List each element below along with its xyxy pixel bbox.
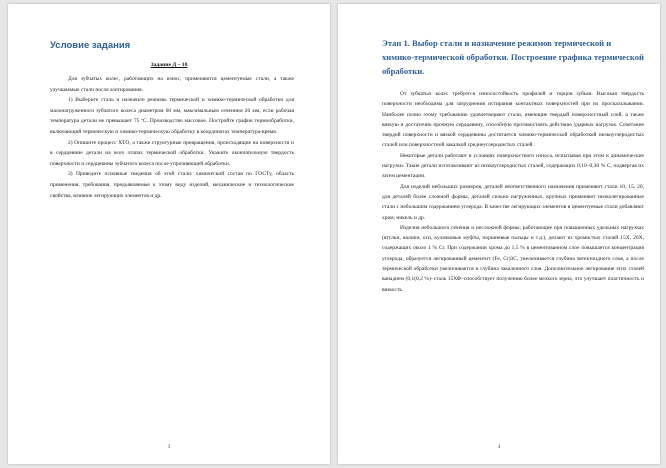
document-page-left <box>8 4 330 464</box>
page-number: 4 <box>497 444 501 450</box>
paragraph: 3) Приведите основные сведения об этой стали: химический состав по ГОСТу, область применения, требования, предъявляемые к этому виду изделий, механические и технологические свойства, влияние легирующих элементов и др. <box>50 171 294 199</box>
paragraph: От зубчатых колес требуется износостойкость профилей и торцов зубьев. Высокая твердость поверхности необходима для затруднения истирания контактных поверхностей при их проскальзывании. Наиболее полно этому требованию удовлетворяют стали, имеющие твердый поверхностный слой, а также вязкую и достаточно прочную сердцевину, способную противостоять действию ударных нагрузок. Сочетание твердой поверхности и вязкой сердцевины достигается химико-термической обработкой низкоуглеродистых сталей или поверхностной закалкой среднеуглеродистых сталей. <box>382 91 644 149</box>
document-page-right <box>338 4 660 464</box>
paragraph: Изделия небольшого сечения и несложной формы, работающие при повышенных удельных нагрузках (втулки, валики, оси, кулачковые муфты, поршневые пальцы и т.д.), делают из хромистых сталей 15Х, 20Х, содержащих около 1 % Cr. При содержании хрома до 1,5 % в цементованном слое повышается концентрация углерода, образуется легированный цементит (Fe, Cr)3C, увеличивается глубина эвтектоидного слоя, а после термической обработки увеличивается и глубина закаленного слоя. Дополнительное легирование этих сталей ванадием (0,1(0,2 %)–сталь 15ХФ–способствует получению более мелкого зерна, что улучшает пластичность и вязкость. <box>382 224 644 293</box>
paragraph: Некоторые детали работают в условиях поверхностного износа, испытывая при этом и динамические нагрузки. Такие детали изготавливают из низкоуглеродистых сталей, содержащих 0,10–0,30 % С, подвергая их затем цементации. <box>382 152 644 180</box>
paragraph: Для зубчатых колес, работающих на износ, применяются цементуемые стали, а также улучшаемые стали после азотирования. <box>50 76 294 93</box>
paragraph: 2) Опишите процесс ХТО, а также структурные превращения, происходящие на поверхности и в сердцевине детали на всех этапах термической обработки. Укажите окончательную твердость поверхности и сердцевины зубчатого колеса после упрочняющей обработки. <box>50 139 294 167</box>
section-heading: Этап 1. Выбор стали и назначение режимов термической и химико-термической обработки. Построение графика термической обработки. <box>382 38 644 76</box>
body-text <box>382 89 644 295</box>
section-heading: Условие задания <box>50 40 131 51</box>
paragraph: Для изделий небольших размеров, деталей неответственного назначения применяют стали 10, 15, 20, для деталей более сложной формы, деталей сильно нагруженных, крупных применяют низколегированные стали с небольшим содержанием углерода. В качестве легирующих элементов в цементуемые стали добавляют хром, никель и др. <box>382 183 644 221</box>
task-title: Задание Д – 18 <box>150 62 188 68</box>
body-text <box>50 74 294 201</box>
paragraph: 1) Выберите сталь и назначьте режимы термической и химико-термической обработки для малонагруженного зубчатого колеса диаметром 60 мм, максимальным сечением 20 мм, если рабочая температура детали не превышает 75 ºС. Производство массовое. Постройте график термообработки, включающий термическую и химико-термическую обработку в координатах температура-время. <box>50 97 294 135</box>
page-number: 3 <box>167 444 171 450</box>
